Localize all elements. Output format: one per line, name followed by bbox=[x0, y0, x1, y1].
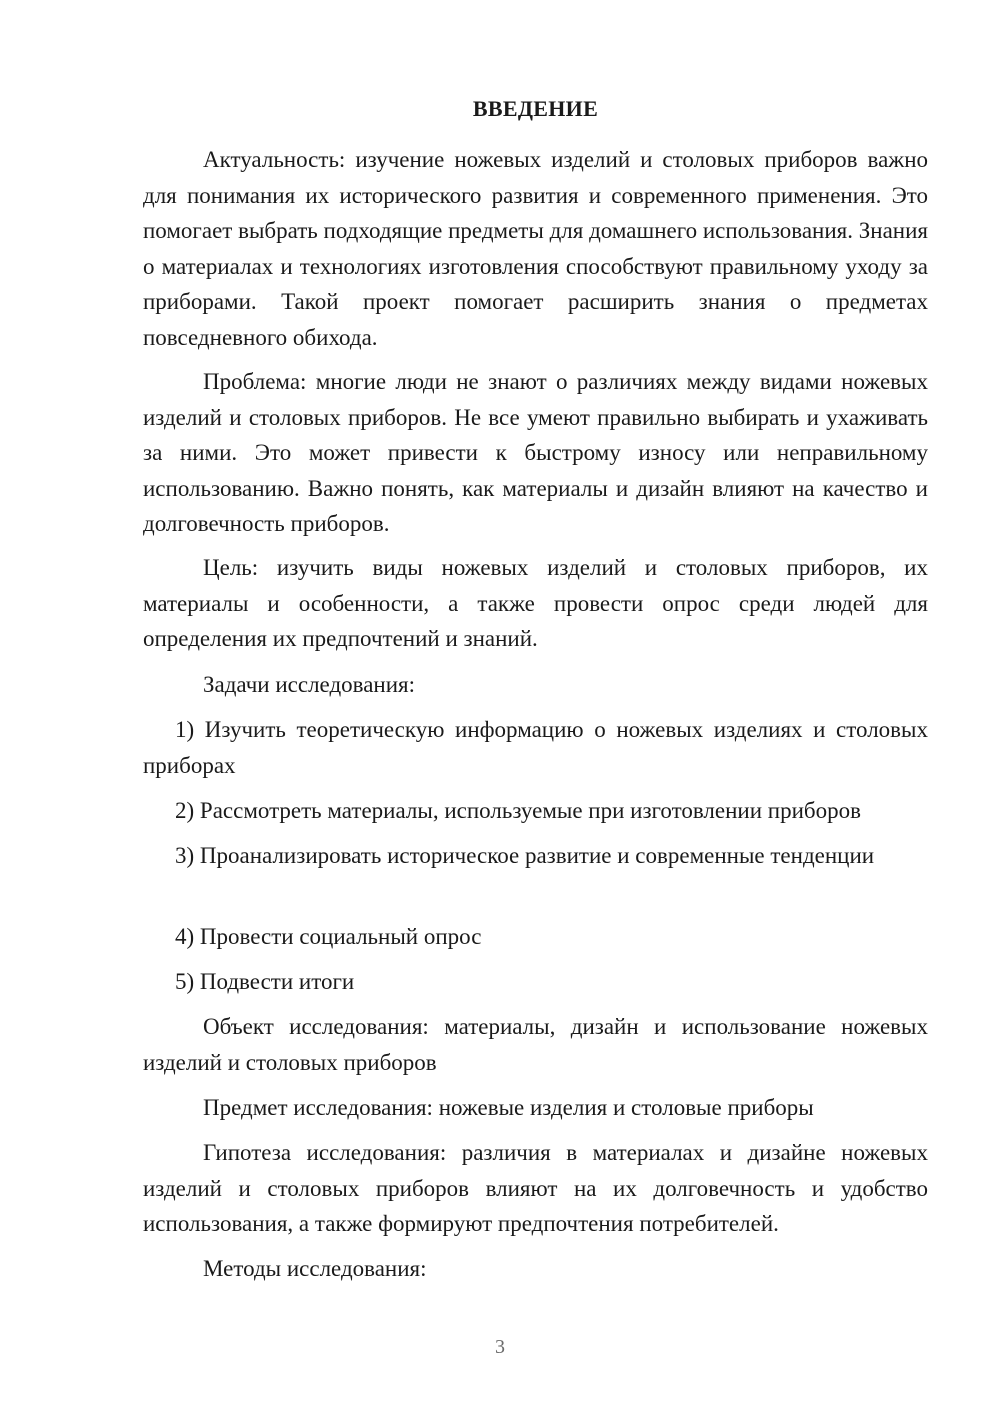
relevance-paragraph: Актуальность: изучение ножевых изделий и столовых приборов важно для понимания их исторического развития и современного применения. Это помогает выбрать подходящие предметы для домашнего использования. Знания о материалах и технологиях изготовления способствуют правильному уходу за приборами. Такой проект помогает расширить знания о предметах повседневного обихода. bbox=[143, 147, 928, 350]
task-item-5: 5) Подвести итоги bbox=[175, 969, 355, 994]
problem-paragraph: Проблема: многие люди не знают о различиях между видами ножевых изделий и столовых приборов. Не все умеют правильно выбирать и ухаживать за ними. Это может привести к быстрому износу или неправильному использованию. Важно понять, как материалы и дизайн влияют на качество и долговечность приборов. bbox=[143, 369, 928, 536]
methods-heading: Методы исследования: bbox=[203, 1256, 427, 1281]
task-item-3: 3) Проанализировать историческое развитие и современные тенденции bbox=[175, 843, 875, 868]
page-number: 3 bbox=[495, 1336, 505, 1358]
hypothesis-paragraph: Гипотеза исследования: различия в материалах и дизайне ножевых изделий и столовых приборов влияют на их долговечность и удобство использования, а также формируют предпочтения потребителей. bbox=[143, 1140, 928, 1236]
task-item-4: 4) Провести социальный опрос bbox=[175, 924, 482, 949]
tasks-heading: Задачи исследования: bbox=[203, 672, 416, 697]
object-paragraph: Объект исследования: материалы, дизайн и использование ножевых изделий и столовых приборов bbox=[143, 1014, 928, 1075]
task-item-2: 2) Рассмотреть материалы, используемые при изготовлении приборов bbox=[175, 798, 861, 823]
subject-paragraph: Предмет исследования: ножевые изделия и столовые приборы bbox=[203, 1095, 814, 1120]
page-title: ВВЕДЕНИЕ bbox=[472, 96, 599, 121]
task-item-1: 1) Изучить теоретическую информацию о ножевых изделиях и столовых приборах bbox=[143, 717, 928, 778]
goal-paragraph: Цель: изучить виды ножевых изделий и столовых приборов, их материалы и особенности, а также провести опрос среди людей для определения их предпочтений и знаний. bbox=[143, 555, 928, 651]
